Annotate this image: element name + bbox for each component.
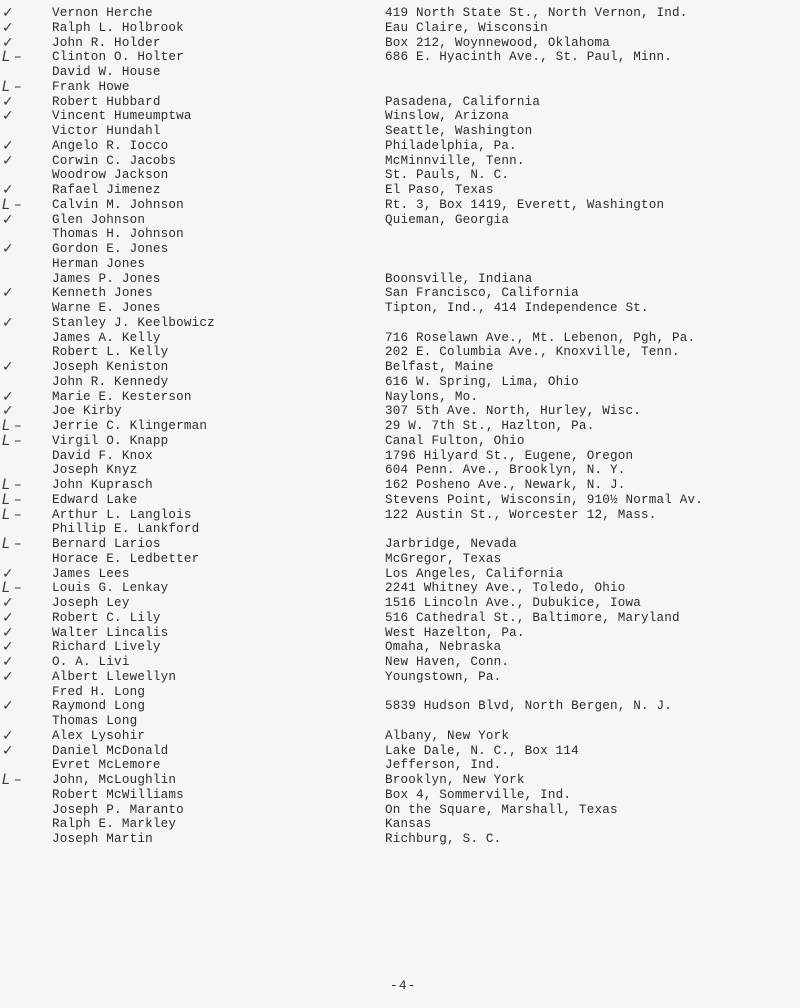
check-mark-annotation: ✓: [2, 5, 14, 21]
person-address: Richburg, S. C.: [385, 832, 502, 846]
check-mark-annotation: L –: [2, 580, 22, 597]
person-name: Woodrow Jackson: [52, 168, 169, 183]
roster-row: [0, 434, 800, 449]
roster-row: [0, 80, 800, 95]
person-name: Louis G. Lenkay: [52, 581, 169, 596]
person-address: 202 E. Columbia Ave., Knoxville, Tenn.: [385, 345, 680, 360]
check-mark-annotation: ✓: [2, 565, 14, 582]
person-address: West Hazelton, Pa.: [385, 625, 525, 640]
person-name: Alex Lysohir: [52, 728, 146, 743]
roster-row: [0, 773, 800, 788]
person-name: Robert C. Lily: [52, 610, 161, 625]
roster-row: [0, 537, 800, 552]
person-address: McGregor, Texas: [385, 551, 502, 566]
roster-list: [0, 6, 800, 847]
person-name: Warne E. Jones: [52, 301, 161, 315]
person-name: Thomas Long: [52, 714, 138, 728]
person-address: Eau Claire, Wisconsin: [385, 20, 548, 35]
check-mark-annotation: L –: [2, 196, 22, 213]
roster-row: [0, 493, 800, 508]
person-address: 2241 Whitney Ave., Toledo, Ohio: [385, 581, 626, 596]
person-address: Los Angeles, California: [385, 566, 564, 581]
person-name: Horace E. Ledbetter: [52, 551, 200, 566]
roster-row: [0, 670, 800, 685]
person-name: Joseph Keniston: [52, 360, 169, 374]
roster-row: [0, 109, 800, 124]
roster-row: [0, 685, 800, 700]
person-name: Calvin M. Johnson: [52, 197, 184, 212]
roster-row: [0, 227, 800, 242]
check-mark-annotation: ✓: [2, 403, 14, 420]
person-name: Clinton O. Holter: [52, 50, 184, 65]
roster-row: [0, 6, 800, 21]
person-address: Naylons, Mo.: [385, 389, 479, 404]
person-address: San Francisco, California: [385, 286, 579, 301]
check-mark-annotation: ✓: [2, 624, 14, 641]
roster-row: [0, 832, 800, 847]
check-mark-annotation: ✓: [2, 182, 14, 198]
person-address: El Paso, Texas: [385, 183, 494, 197]
person-address: 307 5th Ave. North, Hurley, Wisc.: [385, 404, 641, 419]
roster-row: [0, 213, 800, 228]
person-address: Lake Dale, N. C., Box 114: [385, 743, 579, 758]
roster-row: [0, 36, 800, 51]
person-name: Richard Lively: [52, 640, 161, 655]
person-name: Joseph Knyz: [52, 463, 138, 478]
person-name: Joseph Martin: [52, 832, 153, 846]
roster-row: [0, 803, 800, 818]
person-name: Herman Jones: [52, 256, 146, 271]
person-address: 516 Cathedral St., Baltimore, Maryland: [385, 610, 680, 625]
person-name: Thomas H. Johnson: [52, 227, 184, 242]
roster-row: [0, 640, 800, 655]
person-name: David W. House: [52, 65, 161, 79]
check-mark-annotation: ✓: [2, 654, 14, 670]
roster-row: [0, 139, 800, 154]
check-mark-annotation: ✓: [2, 241, 14, 257]
roster-row: [0, 788, 800, 803]
check-mark-annotation: ✓: [2, 152, 14, 169]
person-name: Robert Hubbard: [52, 94, 161, 109]
roster-row: [0, 375, 800, 390]
person-address: Box 212, Woynnewood, Oklahoma: [385, 35, 610, 50]
roster-row: [0, 552, 800, 567]
check-mark-annotation: ✓: [2, 93, 14, 110]
check-mark-annotation: L –: [2, 432, 22, 449]
person-address: 1516 Lincoln Ave., Dubukice, Iowa: [385, 596, 641, 610]
roster-row: [0, 508, 800, 523]
check-mark-annotation: ✓: [2, 19, 14, 36]
roster-row: [0, 168, 800, 183]
check-mark-annotation: ✓: [2, 285, 14, 302]
person-name: Phillip E. Lankford: [52, 522, 200, 537]
check-mark-annotation: ✓: [2, 595, 14, 611]
roster-row: [0, 95, 800, 110]
person-name: Albert Llewellyn: [52, 669, 177, 684]
roster-row: [0, 360, 800, 375]
person-name: Victor Hundahl: [52, 124, 161, 138]
roster-row: [0, 581, 800, 596]
person-name: Jerrie C. Klingerman: [52, 419, 208, 433]
person-name: Daniel McDonald: [52, 743, 169, 758]
person-name: Fred H. Long: [52, 684, 146, 699]
roster-row: [0, 744, 800, 759]
person-address: 162 Posheno Ave., Newark, N. J.: [385, 478, 626, 492]
person-name: Vernon Herche: [52, 6, 153, 20]
person-name: Stanley J. Keelbowicz: [52, 315, 215, 330]
person-name: Walter Lincalis: [52, 625, 169, 640]
roster-row: [0, 817, 800, 832]
person-address: Winslow, Arizona: [385, 109, 510, 124]
person-address: Rt. 3, Box 1419, Everett, Washington: [385, 197, 665, 212]
person-name: Edward Lake: [52, 492, 138, 507]
person-address: Belfast, Maine: [385, 360, 494, 374]
check-mark-annotation: ✓: [2, 34, 14, 51]
person-address: Box 4, Sommerville, Ind.: [385, 787, 572, 802]
person-name: Corwin C. Jacobs: [52, 153, 177, 168]
check-mark-annotation: ✓: [2, 742, 14, 759]
check-mark-annotation: ✓: [2, 108, 14, 125]
person-name: Evret McLemore: [52, 758, 161, 773]
check-mark-annotation: L –: [2, 491, 22, 508]
person-name: John R. Holder: [52, 35, 161, 50]
roster-row: [0, 316, 800, 331]
person-address: Brooklyn, New York: [385, 773, 525, 787]
person-address: On the Square, Marshall, Texas: [385, 802, 618, 817]
person-address: Tipton, Ind., 414 Independence St.: [385, 301, 649, 315]
roster-row: [0, 729, 800, 744]
person-address: 419 North State St., North Vernon, Ind.: [385, 6, 688, 20]
roster-row: [0, 611, 800, 626]
person-name: Gordon E. Jones: [52, 242, 169, 256]
person-name: Joseph Ley: [52, 596, 130, 610]
roster-row: [0, 419, 800, 434]
person-address: Jarbridge, Nevada: [385, 537, 517, 551]
person-address: 604 Penn. Ave., Brooklyn, N. Y.: [385, 463, 626, 478]
person-name: Bernard Larios: [52, 537, 161, 551]
roster-row: [0, 331, 800, 346]
roster-row: [0, 154, 800, 169]
roster-row: [0, 301, 800, 316]
check-mark-annotation: L –: [2, 772, 22, 788]
roster-row: [0, 404, 800, 419]
person-address: Boonsville, Indiana: [385, 271, 533, 286]
roster-row: [0, 567, 800, 582]
roster-row: [0, 478, 800, 493]
person-address: Youngstown, Pa.: [385, 669, 502, 684]
roster-row: [0, 50, 800, 65]
check-mark-annotation: L –: [2, 506, 22, 523]
check-mark-annotation: L –: [2, 477, 22, 493]
person-address: Canal Fulton, Ohio: [385, 433, 525, 448]
person-address: New Haven, Conn.: [385, 655, 510, 669]
person-name: Glen Johnson: [52, 212, 146, 227]
person-name: Marie E. Kesterson: [52, 389, 192, 404]
person-address: Philadelphia, Pa.: [385, 138, 517, 153]
check-mark-annotation: ✓: [2, 639, 14, 656]
check-mark-annotation: L –: [2, 78, 22, 95]
check-mark-annotation: L –: [2, 418, 22, 434]
roster-row: [0, 242, 800, 257]
roster-row: [0, 345, 800, 360]
person-name: O. A. Livi: [52, 655, 130, 669]
person-address: Stevens Point, Wisconsin, 910½ Normal Av.: [385, 492, 704, 507]
roster-row: [0, 257, 800, 272]
person-name: Ralph L. Holbrook: [52, 20, 184, 35]
person-name: Raymond Long: [52, 699, 146, 714]
roster-row: [0, 699, 800, 714]
person-address: St. Pauls, N. C.: [385, 168, 510, 183]
check-mark-annotation: ✓: [2, 359, 14, 375]
roster-row: [0, 758, 800, 773]
roster-row: [0, 390, 800, 405]
roster-row: [0, 463, 800, 478]
roster-row: [0, 21, 800, 36]
person-name: Robert L. Kelly: [52, 345, 169, 360]
roster-row: [0, 626, 800, 641]
person-address: 686 E. Hyacinth Ave., St. Paul, Minn.: [385, 50, 673, 65]
roster-row: [0, 596, 800, 611]
person-name: James Lees: [52, 566, 130, 581]
roster-row: [0, 198, 800, 213]
check-mark-annotation: ✓: [2, 727, 14, 744]
person-address: 716 Roselawn Ave., Mt. Lebenon, Pgh, Pa.: [385, 330, 696, 345]
roster-row: [0, 124, 800, 139]
person-address: Seattle, Washington: [385, 124, 533, 138]
check-mark-annotation: ✓: [2, 211, 14, 228]
person-address: 5839 Hudson Blvd, North Bergen, N. J.: [385, 699, 673, 714]
roster-row: [0, 714, 800, 729]
person-name: Robert McWilliams: [52, 787, 184, 802]
check-mark-annotation: ✓: [2, 388, 14, 405]
person-name: Rafael Jimenez: [52, 183, 161, 197]
person-address: 122 Austin St., Worcester 12, Mass.: [385, 507, 657, 522]
person-name: John R. Kennedy: [52, 374, 169, 389]
person-name: James A. Kelly: [52, 330, 161, 345]
roster-row: [0, 449, 800, 464]
person-name: Joe Kirby: [52, 404, 122, 419]
person-address: Quieman, Georgia: [385, 212, 510, 227]
check-mark-annotation: L –: [2, 49, 22, 66]
person-name: David F. Knox: [52, 448, 153, 463]
page-number: -4-: [390, 978, 417, 993]
person-address: Albany, New York: [385, 728, 510, 743]
person-address: 616 W. Spring, Lima, Ohio: [385, 374, 579, 389]
person-address: Omaha, Nebraska: [385, 640, 502, 655]
person-name: James P. Jones: [52, 271, 161, 286]
person-address: Jefferson, Ind.: [385, 758, 502, 773]
person-name: John Kuprasch: [52, 478, 153, 492]
check-mark-annotation: ✓: [2, 137, 14, 154]
roster-row: [0, 272, 800, 287]
check-mark-annotation: L –: [2, 536, 22, 552]
person-address: McMinnville, Tenn.: [385, 153, 525, 168]
person-name: Ralph E. Markley: [52, 817, 177, 832]
person-name: Arthur L. Langlois: [52, 507, 192, 522]
person-name: John, McLoughlin: [52, 773, 177, 787]
person-name: Virgil O. Knapp: [52, 433, 169, 448]
person-name: Frank Howe: [52, 79, 130, 94]
person-name: Kenneth Jones: [52, 286, 153, 301]
person-address: 1796 Hilyard St., Eugene, Oregon: [385, 448, 634, 463]
person-address: Pasadena, California: [385, 94, 541, 109]
roster-row: [0, 65, 800, 80]
check-mark-annotation: ✓: [2, 668, 14, 685]
roster-row: [0, 183, 800, 198]
roster-row: [0, 286, 800, 301]
person-name: Vincent Humeumptwa: [52, 109, 192, 124]
roster-row: [0, 655, 800, 670]
check-mark-annotation: ✓: [2, 609, 14, 626]
person-address: Kansas: [385, 817, 432, 832]
person-name: Angelo R. Iocco: [52, 138, 169, 153]
person-name: Joseph P. Maranto: [52, 802, 184, 817]
person-address: 29 W. 7th St., Hazlton, Pa.: [385, 419, 595, 433]
roster-row: [0, 522, 800, 537]
check-mark-annotation: ✓: [2, 314, 14, 331]
check-mark-annotation: ✓: [2, 698, 14, 715]
